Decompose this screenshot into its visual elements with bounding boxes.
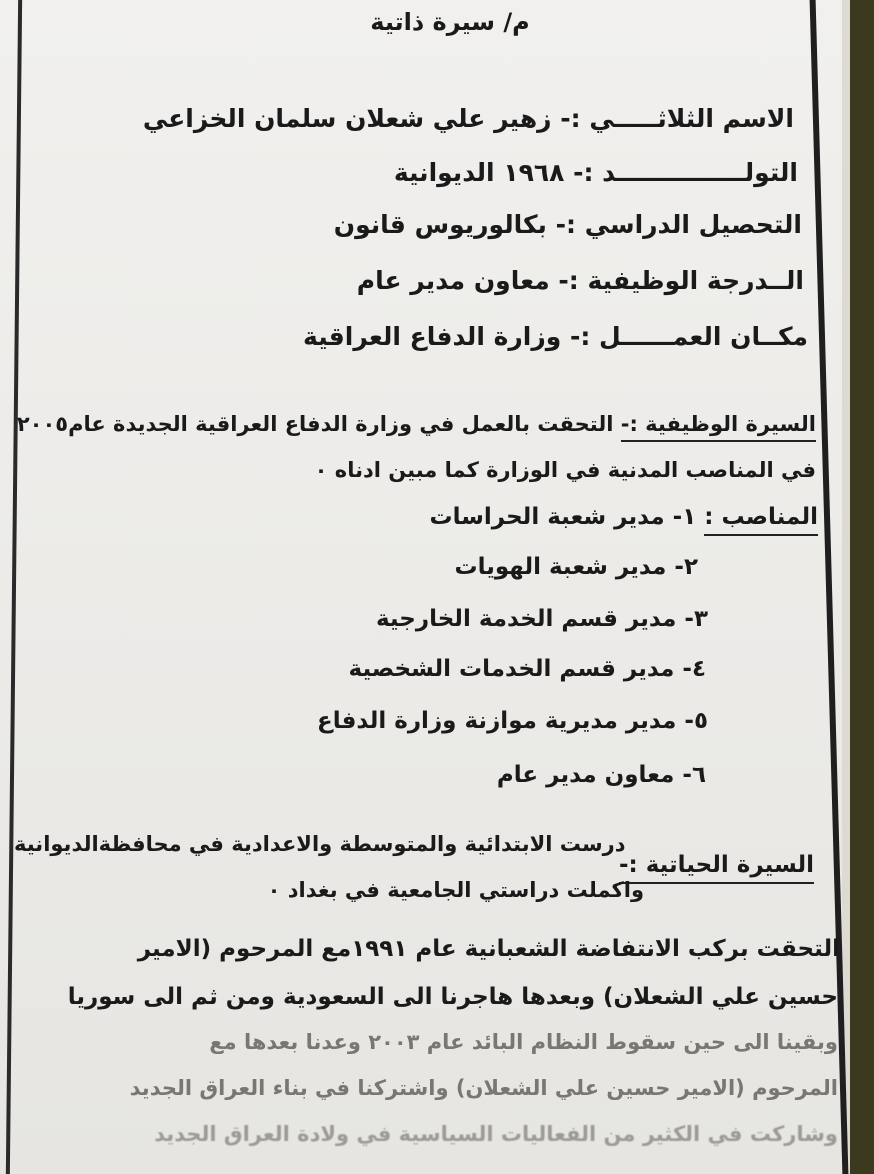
position-item: ٥- مدير مديرية موازنة وزارة الدفاع	[317, 708, 708, 734]
life-line-1: درست الابتدائية والمتوسطة والاعدادية في محافظةالديوانية	[14, 832, 626, 856]
field-label: الاسم الثلاثـــــي :-	[560, 104, 794, 133]
field-label: التحصيل الدراسي :-	[555, 210, 802, 239]
field-value: بكالوريوس قانون	[333, 210, 547, 239]
field-value: زهير علي شعلان سلمان الخزاعي	[142, 104, 552, 133]
life-label: السيرة الحياتية :-	[619, 852, 814, 884]
career-line-1	[17, 412, 816, 442]
position-item: ٣- مدير قسم الخدمة الخارجية	[375, 606, 708, 632]
positions-line-1	[430, 504, 818, 536]
left-border-line	[6, 0, 22, 1174]
position-item: ١- مدير شعبة الحراسات	[429, 504, 697, 530]
field-label: مكــان العمــــــل :-	[569, 322, 808, 351]
field-job-grade	[357, 266, 804, 295]
positions-label: المناصب :	[704, 504, 818, 536]
field-label: الــدرجة الوظيفية :-	[558, 266, 804, 295]
field-value: وزارة الدفاع العراقية	[303, 322, 562, 351]
life-line-2: واكملت دراستي الجامعية في بغداد ٠	[267, 878, 644, 902]
field-value: ١٩٦٨ الديوانية	[393, 158, 565, 187]
career-line-2: في المناصب المدنية في الوزارة كما مبين ادناه ٠	[314, 458, 816, 482]
career-label: السيرة الوظيفية :-	[621, 412, 816, 442]
field-full-name	[143, 104, 794, 133]
life-paragraph-line: وبقينا الى حين سقوط النظام البائد عام ٢٠٠٣ وعدنا بعدها مع	[209, 1030, 838, 1054]
field-birth	[394, 158, 798, 187]
career-text-1: التحقت بالعمل في وزارة الدفاع العراقية الجديدة عام٢٠٠٥	[16, 412, 614, 436]
field-label: التولـــــــــــــــد :-	[573, 158, 798, 187]
field-education	[334, 210, 802, 239]
field-value: معاون مدير عام	[356, 266, 550, 295]
life-paragraph-line: المرحوم (الامير حسين علي الشعلان) واشتركنا في بناء العراق الجديد	[129, 1076, 838, 1100]
position-item: ٦- معاون مدير عام	[496, 762, 706, 788]
life-paragraph-line: وشاركت في الكثير من الفعاليات السياسية في ولادة العراق الجديد	[154, 1122, 838, 1146]
position-item: ٤- مدير قسم الخدمات الشخصية	[348, 656, 706, 682]
field-workplace	[303, 322, 808, 351]
life-paragraph-line: حسين علي الشعلان) وبعدها هاجرنا الى السعودية ومن ثم الى سوريا	[67, 984, 838, 1010]
document-title: م/ سيرة ذاتية	[370, 8, 530, 36]
position-item: ٢- مدير شعبة الهويات	[454, 554, 698, 580]
background-edge	[850, 0, 874, 1174]
life-paragraph-line: التحقت بركب الانتفاضة الشعبانية عام ١٩٩١مع المرحوم (الامير	[137, 936, 840, 962]
